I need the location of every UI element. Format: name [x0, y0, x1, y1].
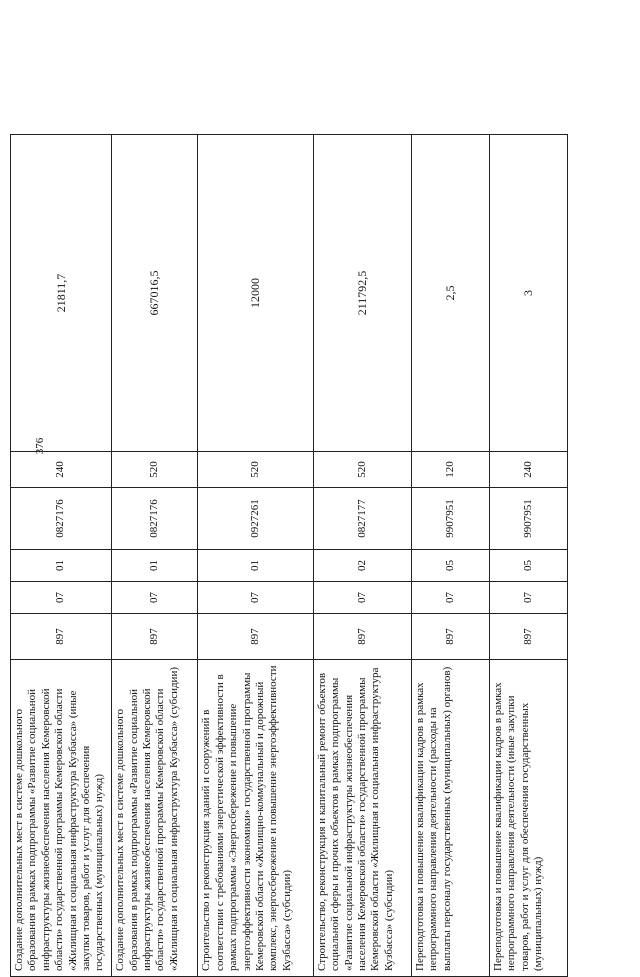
amount-cell: 12000 — [198, 135, 313, 452]
subsection-code-cell: 02 — [313, 550, 411, 582]
table-row — [313, 135, 411, 977]
ministry-code-cell: 897 — [112, 614, 198, 660]
section-code-cell: 07 — [412, 582, 490, 614]
table-row — [198, 135, 313, 977]
section-code-cell: 07 — [313, 582, 411, 614]
expense-type-cell: 240 — [489, 452, 567, 488]
target-article-cell: 0827176 — [11, 488, 112, 550]
target-article-cell: 9907951 — [412, 488, 490, 550]
section-code-cell: 07 — [11, 582, 112, 614]
target-article-cell: 0827176 — [112, 488, 198, 550]
ministry-code-cell: 897 — [412, 614, 490, 660]
budget-table — [10, 134, 568, 977]
table-row — [489, 135, 567, 977]
amount-cell: 211792,5 — [313, 135, 411, 452]
target-article-cell: 9907951 — [489, 488, 567, 550]
amount-cell: 2,5 — [412, 135, 490, 452]
table-row — [11, 135, 112, 977]
section-code-cell: 07 — [198, 582, 313, 614]
description-cell: Переподготовка и повышение квалификации кадров в рамках непрограммного направления деятельности (иные закупки товаров, работ и услуг для обеспечения государственных (муниципальных) нужд) — [489, 660, 567, 977]
subsection-code-cell: 05 — [412, 550, 490, 582]
description-cell: Строительство и реконструкция зданий и сооружений в соответствии с требованиями энергетической эффективности в рамках подпрограммы «Энергосбережение и повышение энергоэффективности экономики» государственной программы Кемеровской области «Жилищно-коммунальный и дорожный комплекс, энергосбережение и повышение энергоэффективности Кузбасса» (субсидии) — [198, 660, 313, 977]
expense-type-cell: 240 — [11, 452, 112, 488]
target-article-cell: 0927261 — [198, 488, 313, 550]
subsection-code-cell: 01 — [198, 550, 313, 582]
ministry-code-cell: 897 — [489, 614, 567, 660]
document-table-container — [10, 135, 568, 977]
expense-type-cell: 520 — [198, 452, 313, 488]
expense-type-cell: 120 — [412, 452, 490, 488]
expense-type-cell: 520 — [112, 452, 198, 488]
subsection-code-cell: 05 — [489, 550, 567, 582]
description-cell: Создание дополнительных мест в системе дошкольного образования в рамках подпрограммы «Развитие социальной инфраструктуры жизнеобеспечения населения Кемеровской области» государственной программы Кемеровской области «Жилищная и социальная инфраструктура Кузбасса» (субсидии) — [112, 660, 198, 977]
subsection-code-cell: 01 — [112, 550, 198, 582]
amount-cell: 3 — [489, 135, 567, 452]
ministry-code-cell: 897 — [313, 614, 411, 660]
expense-type-cell: 520 — [313, 452, 411, 488]
ministry-code-cell: 897 — [11, 614, 112, 660]
page-number: 376 — [34, 437, 46, 455]
section-code-cell: 07 — [489, 582, 567, 614]
subsection-code-cell: 01 — [11, 550, 112, 582]
section-code-cell: 07 — [112, 582, 198, 614]
ministry-code-cell: 897 — [198, 614, 313, 660]
amount-cell: 21811,7 — [11, 135, 112, 452]
table-row — [412, 135, 490, 977]
table-body — [11, 135, 568, 977]
table-row — [112, 135, 198, 977]
target-article-cell: 0827177 — [313, 488, 411, 550]
description-cell: Переподготовка и повышение квалификации кадров в рамках непрограммного направления деятельности (расходы на выплаты персоналу государственных (муниципальных) органов) — [412, 660, 490, 977]
amount-cell: 667016,5 — [112, 135, 198, 452]
description-cell: Создание дополнительных мест в системе дошкольного образования в рамках подпрограммы «Развитие социальной инфраструктуры жизнеобеспечения населения Кемеровской области» государственной программы Кемеровской области «Жилищная и социальная инфраструктура Кузбасса» (иные закупки товаров, работ и услуг для обеспечения государственных (муниципальных) нужд) — [11, 660, 112, 977]
description-cell: Строительство, реконструкция и капитальный ремонт объектов социальной сферы и прочих объектов в рамках подпрограммы «Развитие социальной инфраструктуры жизнеобеспечения населения Кемеровской области» государственной программы Кемеровской области «Жилищная и социальная инфраструктура Кузбасса» (субсидии) — [313, 660, 411, 977]
